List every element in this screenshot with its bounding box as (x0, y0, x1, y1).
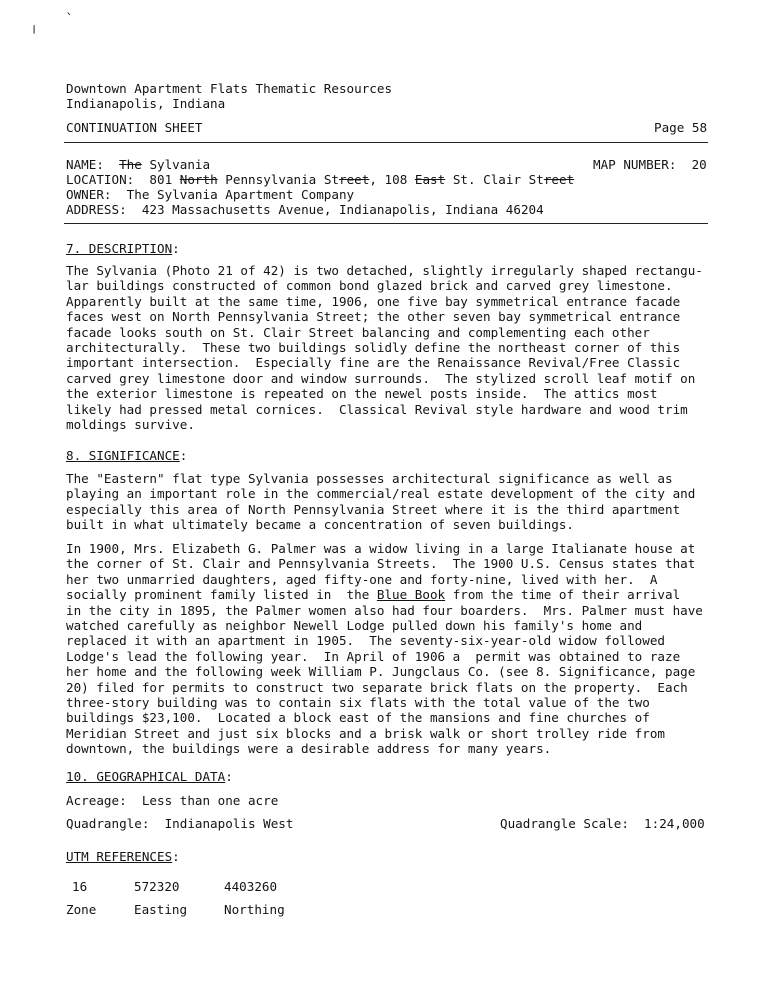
sheet-label: CONTINUATION SHEET (66, 120, 203, 135)
divider (64, 142, 708, 143)
acreage: Acreage: Less than one acre (66, 793, 279, 808)
quadrangle-scale: Quadrangle Scale: 1:24,000 (500, 816, 705, 831)
blue-book-title: Blue Book (376, 587, 446, 603)
struck-text: North (179, 172, 218, 187)
name-label: NAME: (66, 157, 104, 172)
utm-zone-value: 16 (72, 879, 88, 894)
utm-easting-value: 572320 (134, 879, 180, 894)
utm-easting-label: Easting (134, 902, 188, 917)
struck-text: reet (339, 172, 370, 187)
address-label: ADDRESS: (66, 202, 127, 217)
description-heading: 7. DESCRIPTION: (66, 241, 180, 256)
significance-paragraph-2: In 1900, Mrs. Elizabeth G. Palmer was a widow living in a large Italianate house at the corner of St. Clair and Pennsylvania Streets. The 1900 U.S. Census states that her two unmarried daughters, aged fifty-one and forty-nine, lived with her. A socially prominent family listed in the Blue Book from the time of their arrival in the city in 1895, the Palmer women also had four boarders. Mrs. Palmer must have watched carefully as neighbor Newell Lodge pulled down his family's home and replaced it with an apartment in 1905. The seventy-six-year-old widow followed Lodge's lead the following year. In April of 1906 a permit was obtained to raze her home and the following week William P. Jungclaus Co. (see 8. Significance, page 20) filed for permits to construct two separate brick flats on the property. Each three-story building was to contain six flats with the total value of the two buildings $23,100. Located a block east of the mansions and fine churches of Meridian Street and just six blocks and a brisk walk or short trolley ride from downtown, the buildings were a desirable address for many years. (66, 541, 703, 757)
location-number: 801 (149, 172, 173, 187)
utm-heading: UTM REFERENCES: (66, 849, 180, 864)
location-number: , 108 (369, 172, 408, 187)
divider (64, 223, 708, 224)
quadrangle: Quadrangle: Indianapolis West (66, 816, 294, 831)
scan-mark: ╷ (30, 18, 39, 34)
property-name: Sylvania (149, 157, 211, 172)
geographical-heading: 10. GEOGRAPHICAL DATA: (66, 769, 233, 784)
owner-value: The Sylvania Apartment Company (126, 187, 355, 202)
description-text: The Sylvania (Photo 21 of 42) is two detached, slightly irregularly shaped rectangu- lar buildings constructed of common bond glazed brick and carved grey limestone. Apparently built at the same time, 1906, one five bay symmetrical entrance facade faces west on North Pennsylvania Street; the other seven bay symmetrical entrance facade looks south on St. Clair Street balancing and complementing each other architecturally. These two buildings solidly define the northeast corner of this important intersection. Especially fine are the Renaissance Revival/Free Classic carved grey limestone door and window surrounds. The stylized scroll leaf motif on the exterior limestone is repeated on the newel posts inside. The attics most likely had pressed metal cornices. Classical Revival style hardware and wood trim moldings survive. (66, 263, 703, 433)
page-number: Page 58 (654, 120, 708, 135)
location-street: Pennsylvania St (225, 172, 340, 187)
address-value: 423 Massachusetts Avenue, Indianapolis, Indiana 46204 (141, 202, 544, 217)
location-label: LOCATION: (66, 172, 135, 187)
utm-zone-label: Zone (66, 902, 97, 917)
location-street: St. Clair St (452, 172, 544, 187)
location-title: Indianapolis, Indiana (66, 96, 226, 111)
utm-northing-label: Northing (224, 902, 285, 917)
owner-label: OWNER: (66, 187, 112, 202)
struck-text: The (119, 157, 142, 172)
struck-text: East (414, 172, 446, 187)
name-line (66, 157, 210, 172)
significance-heading: 8. SIGNIFICANCE: (66, 448, 188, 463)
owner-line (66, 187, 354, 202)
utm-northing-value: 4403260 (224, 879, 278, 894)
map-number-line (593, 157, 707, 172)
location-line (66, 172, 574, 187)
significance-paragraph-1: The "Eastern" flat type Sylvania possesses architectural significance as well as playing an important role in the commercial/real estate development of the city and especially this area of North Pennsylvania Street where it is the third apartment built in what ultimately became a concentration of seven buildings. (66, 471, 696, 533)
map-number-label: MAP NUMBER: (593, 157, 677, 172)
scan-mark: ` (66, 12, 73, 28)
thematic-title: Downtown Apartment Flats Thematic Resources (66, 81, 393, 96)
map-number: 20 (691, 157, 707, 172)
address-line (66, 202, 544, 217)
struck-text: reet (543, 172, 575, 187)
